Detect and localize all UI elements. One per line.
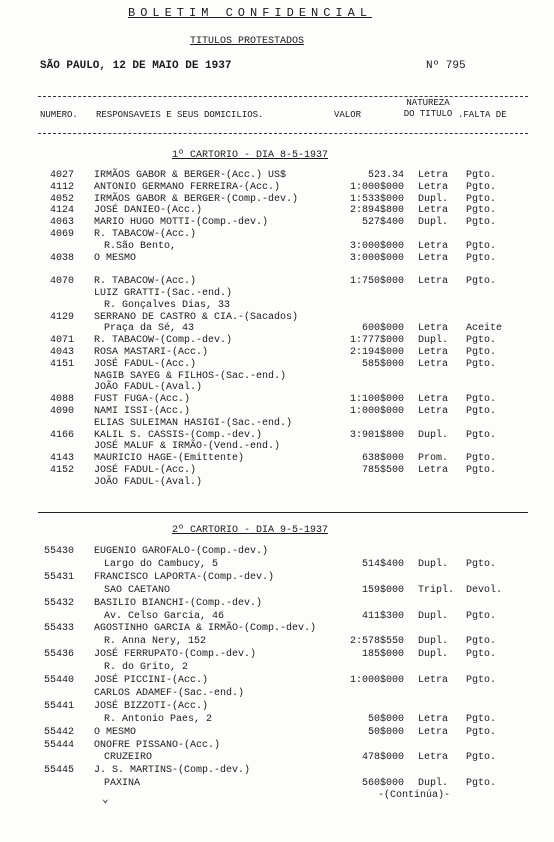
cell-falta: Pgto. xyxy=(466,726,497,738)
table-row xyxy=(0,182,554,193)
table-row xyxy=(0,585,554,596)
cell-natureza: Letra xyxy=(418,170,449,181)
cell-falta: Pgto. xyxy=(466,347,497,358)
table-row xyxy=(0,229,554,240)
cell-responsavel: JOSÉ MALUF & IRMÃO-(Vend.-end.) xyxy=(94,441,281,453)
table-row xyxy=(0,559,554,570)
cell-responsavel: IRMÃOS GABOR & BERGER-(Acc.) US$ xyxy=(94,170,287,181)
cell-falta: Pgto. xyxy=(466,358,497,370)
cell-valor: 50$000 xyxy=(367,726,404,738)
cell-responsavel: JOSÉ BIZZOTI-(Acc.) xyxy=(94,700,209,712)
cell-responsavel: MARIO HUGO MOTTI-(Comp.-dev.) xyxy=(94,217,269,229)
table-row xyxy=(0,418,554,429)
cell-falta: Pgto. xyxy=(466,335,497,347)
table-row xyxy=(0,394,554,405)
cell-responsavel: LUIZ GRATTI-(Sac.-end.) xyxy=(94,288,233,299)
cell-falta: Aceite xyxy=(466,323,503,335)
cell-responsavel: CARLOS ADAMEF-(Sac.-end.) xyxy=(94,687,245,699)
section-divider xyxy=(38,512,528,513)
cell-falta: Pgto. xyxy=(466,181,497,193)
table-row xyxy=(0,359,554,370)
cell-valor: 514$400 xyxy=(361,558,404,570)
cell-valor: 50$000 xyxy=(367,713,404,725)
table-row xyxy=(0,323,554,334)
cell-responsavel: O MESMO xyxy=(94,252,137,264)
cell-valor: 411$300 xyxy=(361,610,404,622)
cell-natureza: Dupl. xyxy=(418,558,449,570)
cell-natureza: Letra xyxy=(418,406,449,417)
table-row xyxy=(0,611,554,622)
cell-valor: 1:100$000 xyxy=(349,394,404,406)
table-row xyxy=(0,217,554,228)
table-row xyxy=(0,288,554,299)
cell-falta: Pgto. xyxy=(466,240,497,252)
cell-numero: 55433 xyxy=(44,623,75,635)
cell-numero: 4071 xyxy=(50,335,75,347)
cell-natureza: Prom. xyxy=(418,453,449,465)
cell-natureza: Letra xyxy=(418,240,449,252)
cell-natureza: Dupl. xyxy=(418,193,449,205)
cell-responsavel: R. TABACOW-(Acc.) xyxy=(94,229,197,240)
cell-valor: 1:777$000 xyxy=(349,335,404,347)
continues-note: -(Continúa)- xyxy=(378,790,451,801)
table-row xyxy=(0,347,554,358)
cell-responsavel: R. Antonio Paes, 2 xyxy=(104,713,213,725)
cell-natureza: Letra xyxy=(418,752,449,764)
table-row xyxy=(0,371,554,382)
cell-responsavel: JOSÉ FERRUPATO-(Comp.-dev.) xyxy=(94,649,257,661)
cell-natureza: Letra xyxy=(418,394,449,406)
table-row xyxy=(0,675,554,686)
cell-valor: 600$000 xyxy=(361,323,404,335)
cell-responsavel: KALIL S. CASSIS-(Comp.-dev.) xyxy=(94,429,263,441)
cell-numero: 4112 xyxy=(50,181,75,193)
cell-responsavel: BASILIO BIANCHI-(Comp.-dev.) xyxy=(94,597,263,609)
table-row xyxy=(0,241,554,252)
cell-numero: 55445 xyxy=(44,765,75,777)
cell-valor: 1:000$000 xyxy=(349,406,404,417)
cell-responsavel: J. S. MARTINS-(Comp.-dev.) xyxy=(94,765,251,777)
cell-responsavel: Largo do Cambucy, 5 xyxy=(104,558,219,570)
cell-numero: 4027 xyxy=(50,170,75,181)
cell-natureza: Letra xyxy=(418,323,449,335)
cell-natureza: Letra xyxy=(418,252,449,264)
cell-numero: 4063 xyxy=(50,217,75,229)
cell-valor: 523.34 xyxy=(367,170,404,181)
table-row xyxy=(0,276,554,287)
cell-numero: 4043 xyxy=(50,347,75,358)
cell-natureza: Dupl. xyxy=(418,610,449,622)
cell-responsavel: SAO CAETANO xyxy=(104,584,171,596)
table-row xyxy=(0,598,554,609)
cell-responsavel: NAGIB SAYEG & FILHOS-(Sac.-end.) xyxy=(94,370,287,382)
cell-falta: Pgto. xyxy=(466,778,497,790)
cell-falta: Pgto. xyxy=(466,610,497,622)
cell-numero: 4152 xyxy=(50,465,75,476)
cell-valor: 1:000$000 xyxy=(349,675,404,686)
cell-natureza: Letra xyxy=(418,205,449,217)
cell-natureza: Letra xyxy=(418,276,449,288)
cell-falta: Pgto. xyxy=(466,429,497,441)
table-row xyxy=(0,406,554,417)
table-row xyxy=(0,477,554,488)
cell-natureza: Tripl. xyxy=(418,584,455,596)
column-header-falta: .FALTA DE xyxy=(458,110,507,120)
cell-numero: 4052 xyxy=(50,193,75,205)
cell-responsavel: FRANCISCO LAPORTA-(Comp.-dev.) xyxy=(94,571,275,583)
cell-numero: 4124 xyxy=(50,205,75,217)
table-row xyxy=(0,546,554,557)
table-row xyxy=(0,623,554,634)
table-row xyxy=(0,465,554,476)
cell-falta: Pgto. xyxy=(466,205,497,217)
bulletin-subtitle: TITULOS PROTESTADOS xyxy=(190,36,305,47)
table-row xyxy=(0,727,554,738)
cell-valor: 585$000 xyxy=(361,358,404,370)
cell-numero: 55440 xyxy=(44,675,75,686)
table-row xyxy=(0,778,554,789)
cell-numero: 4151 xyxy=(50,358,75,370)
cell-natureza: Letra xyxy=(418,726,449,738)
cell-natureza: Dupl. xyxy=(418,429,449,441)
cell-falta: Pgto. xyxy=(466,276,497,288)
cell-numero: 55442 xyxy=(44,726,75,738)
cell-numero: 4143 xyxy=(50,453,75,465)
cell-numero: 55430 xyxy=(44,546,75,557)
cell-numero: 4088 xyxy=(50,394,75,406)
table-row xyxy=(0,740,554,751)
header-rule-top xyxy=(38,96,528,97)
table-row xyxy=(0,205,554,216)
table-row xyxy=(0,441,554,452)
cell-valor: 159$000 xyxy=(361,584,404,596)
cell-responsavel: NAMI ISSI-(Acc.) xyxy=(94,406,191,417)
cell-falta: Pgto. xyxy=(466,170,497,181)
column-header-responsaveis: RESPONSAVEIS E SEUS DOMICILIOS. xyxy=(96,110,264,120)
cell-natureza: Letra xyxy=(418,713,449,725)
cell-responsavel: JOSÉ FADUL-(Acc.) xyxy=(94,465,197,476)
table-row xyxy=(0,170,554,181)
section-title-1: 1º CARTORIO - DIA 8-5-1937 xyxy=(172,150,329,161)
cell-valor: 478$000 xyxy=(361,752,404,764)
table-row xyxy=(0,636,554,647)
cell-responsavel: ELIAS SULEIMAN HASIGI-(Sac.-end.) xyxy=(94,417,293,429)
cell-numero: 4166 xyxy=(50,429,75,441)
cell-responsavel: IRMÃOS GABOR & BERGER-(Comp.-dev.) xyxy=(94,193,299,205)
cell-numero: 4038 xyxy=(50,252,75,264)
table-row xyxy=(0,649,554,660)
cell-valor: 2:578$550 xyxy=(349,636,404,648)
cell-valor: 2:194$000 xyxy=(349,347,404,358)
table-row xyxy=(0,264,554,275)
table-row xyxy=(0,572,554,583)
cell-valor: 638$000 xyxy=(361,453,404,465)
cell-natureza: Letra xyxy=(418,358,449,370)
cell-responsavel: R.São Bento, xyxy=(104,240,177,252)
cell-responsavel: Av. Celso Garcia, 46 xyxy=(104,610,225,622)
cell-responsavel: R. do Grito, 2 xyxy=(104,662,189,674)
table-row xyxy=(0,765,554,776)
cell-valor: 527$400 xyxy=(361,217,404,229)
cell-valor: 3:901$800 xyxy=(349,429,404,441)
cell-responsavel: AGOSTINHO GARCIA & IRMÃO-(Comp.-dev.) xyxy=(94,623,317,635)
cell-responsavel: JOSÉ FADUL-(Acc.) xyxy=(94,358,197,370)
cell-numero: 4070 xyxy=(50,276,75,288)
table-row xyxy=(0,335,554,346)
cell-numero: 4090 xyxy=(50,406,75,417)
cell-responsavel: R. Gonçalves Dias, 33 xyxy=(104,299,231,311)
cell-responsavel: JOÃO FADUL-(Aval.) xyxy=(94,382,203,394)
cell-responsavel: CRUZEIRO xyxy=(104,752,153,764)
cell-falta: Pgto. xyxy=(466,675,497,686)
cell-responsavel: R. TABACOW-(Acc.) xyxy=(94,276,197,288)
cell-falta: Devol. xyxy=(466,584,503,596)
cell-responsavel: JOSÉ PICCINI-(Acc.) xyxy=(94,675,209,686)
cell-responsavel: ROSA MASTARI-(Acc.) xyxy=(94,347,209,358)
cell-valor: 185$000 xyxy=(361,649,404,661)
cell-natureza: Dupl. xyxy=(418,217,449,229)
cell-numero: 55436 xyxy=(44,649,75,661)
tick-mark-icon: ⌄ xyxy=(102,794,109,806)
cell-responsavel: R. Anna Nery, 152 xyxy=(104,636,207,648)
cell-valor: 3:000$000 xyxy=(349,240,404,252)
cell-responsavel: FUST FUGA-(Acc.) xyxy=(94,394,191,406)
cell-numero: 4129 xyxy=(50,311,75,323)
table-row xyxy=(0,714,554,725)
table-row xyxy=(0,662,554,673)
cell-responsavel: SERRANO DE CASTRO & CIA.-(Sacados) xyxy=(94,311,299,323)
cell-numero: 55441 xyxy=(44,700,75,712)
cell-valor: 3:000$000 xyxy=(349,252,404,264)
cell-falta: Pgto. xyxy=(466,752,497,764)
cell-valor: 1:750$000 xyxy=(349,276,404,288)
cell-natureza: Dupl. xyxy=(418,778,449,790)
cell-falta: Pgto. xyxy=(466,453,497,465)
cell-responsavel: Praça da Sé, 43 xyxy=(104,323,195,335)
table-row xyxy=(0,701,554,712)
cell-natureza: Dupl. xyxy=(418,636,449,648)
cell-responsavel: EUGENIO GAROFALO-(Comp.-dev.) xyxy=(94,546,269,557)
table-row xyxy=(0,253,554,264)
bulletin-title: BOLETIM CONFIDENCIAL xyxy=(128,6,373,20)
cell-falta: Pgto. xyxy=(466,558,497,570)
table-row xyxy=(0,453,554,464)
header-rule-bottom xyxy=(38,133,528,134)
cell-valor: 1:000$000 xyxy=(349,181,404,193)
cell-natureza: Letra xyxy=(418,465,449,476)
cell-responsavel: PAXINA xyxy=(104,778,141,790)
cell-responsavel: JOSÉ DANIEO-(Acc.) xyxy=(94,205,203,217)
cell-valor: 785$500 xyxy=(361,465,404,476)
table-row xyxy=(0,688,554,699)
cell-falta: Pgto. xyxy=(466,406,497,417)
cell-valor: 2:894$800 xyxy=(349,205,404,217)
cell-natureza: Dupl. xyxy=(418,335,449,347)
cell-responsavel: R. TABACOW-(Comp.-dev.) xyxy=(94,335,233,347)
cell-valor: 560$000 xyxy=(361,778,404,790)
cell-responsavel: O MESMO xyxy=(94,726,137,738)
cell-falta: Pgto. xyxy=(466,465,497,476)
cell-falta: Pgto. xyxy=(466,713,497,725)
table-row xyxy=(0,194,554,205)
table-row xyxy=(0,430,554,441)
cell-falta: Pgto. xyxy=(466,394,497,406)
table-row xyxy=(0,312,554,323)
section-title-2: 2º CARTORIO - DIA 9-5-1937 xyxy=(172,525,329,536)
cell-natureza: Dupl. xyxy=(418,649,449,661)
cell-falta: Pgto. xyxy=(466,636,497,648)
cell-numero: 55432 xyxy=(44,597,75,609)
cell-natureza: Letra xyxy=(418,181,449,193)
cell-falta: Pgto. xyxy=(466,193,497,205)
table-row xyxy=(0,382,554,393)
cell-natureza: Letra xyxy=(418,675,449,686)
cell-numero: 4069 xyxy=(50,229,75,240)
cell-natureza: Letra xyxy=(418,347,449,358)
cell-responsavel: ONOFRE PISSANO-(Acc.) xyxy=(94,739,221,751)
table-row xyxy=(0,752,554,763)
table-row xyxy=(0,300,554,311)
city-date: SÃO PAULO, 12 DE MAIO DE 1937 xyxy=(40,60,232,72)
cell-responsavel: ANTONIO GERMANO FERREIRA-(Acc.) xyxy=(94,181,281,193)
cell-valor: 1:533$000 xyxy=(349,193,404,205)
cell-numero: 55444 xyxy=(44,739,75,751)
cell-responsavel: JOÃO FADUL-(Aval.) xyxy=(94,476,203,488)
cell-falta: Pgto. xyxy=(466,252,497,264)
cell-responsavel: MAURICIO HAGE-(Emittente) xyxy=(94,453,245,465)
column-header-numero: NUMERO. xyxy=(40,110,78,120)
cell-falta: Pgto. xyxy=(466,649,497,661)
bulletin-number: Nº 795 xyxy=(426,60,466,72)
column-header-valor: VALOR xyxy=(334,110,362,120)
cell-numero: 55431 xyxy=(44,571,75,583)
column-header-natureza: NATUREZA DO TITULO xyxy=(403,98,453,119)
cell-falta: Pgto. xyxy=(466,217,497,229)
